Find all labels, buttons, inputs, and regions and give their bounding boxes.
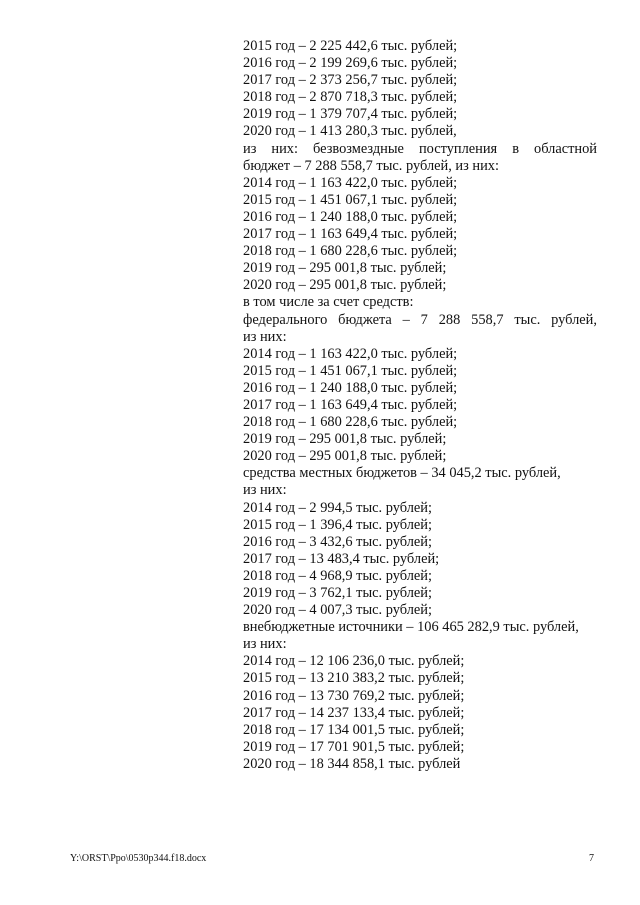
text-line: из них: безвозмездные поступления в областной	[243, 140, 597, 157]
text-line: 2020 год – 4 007,3 тыс. рублей;	[243, 602, 432, 619]
funding-text-block	[243, 38, 597, 773]
text-line: 2018 год – 1 680 228,6 тыс. рублей;	[243, 243, 458, 260]
text-line: 2015 год – 1 396,4 тыс. рублей;	[243, 516, 432, 533]
text-line: 2018 год – 2 870 718,3 тыс. рублей;	[243, 89, 458, 106]
text-line: 2015 год – 1 451 067,1 тыс. рублей;	[243, 362, 458, 379]
text-line: внебюджетные источники – 106 465 282,9 тыс. рублей,	[243, 619, 579, 636]
page-number: 7	[589, 853, 594, 864]
text-line: 2019 год – 17 701 901,5 тыс. рублей;	[243, 738, 465, 755]
text-line: 2017 год – 1 163 649,4 тыс. рублей;	[243, 396, 458, 413]
text-line: 2017 год – 14 237 133,4 тыс. рублей;	[243, 704, 465, 721]
text-line: 2017 год – 13 483,4 тыс. рублей;	[243, 550, 440, 567]
text-line: 2018 год – 17 134 001,5 тыс. рублей;	[243, 721, 465, 738]
text-line: 2014 год – 12 106 236,0 тыс. рублей;	[243, 653, 465, 670]
text-line: из них:	[243, 482, 287, 499]
text-line: из них:	[243, 636, 287, 653]
text-line: 2020 год – 295 001,8 тыс. рублей;	[243, 277, 447, 294]
text-line: 2020 год – 295 001,8 тыс. рублей;	[243, 448, 447, 465]
footer-file-path: Y:\ORST\Ppo\0530p344.f18.docx	[70, 853, 207, 864]
text-line: средства местных бюджетов – 34 045,2 тыс. рублей,	[243, 465, 561, 482]
text-line: 2016 год – 1 240 188,0 тыс. рублей;	[243, 379, 458, 396]
text-line: 2014 год – 1 163 422,0 тыс. рублей;	[243, 345, 458, 362]
text-line: 2018 год – 4 968,9 тыс. рублей;	[243, 567, 432, 584]
text-line: бюджет – 7 288 558,7 тыс. рублей, из них:	[243, 157, 499, 174]
text-line: 2017 год – 2 373 256,7 тыс. рублей;	[243, 72, 458, 89]
text-line: 2016 год – 3 432,6 тыс. рублей;	[243, 533, 432, 550]
text-line: 2019 год – 295 001,8 тыс. рублей;	[243, 260, 447, 277]
text-line: 2019 год – 1 379 707,4 тыс. рублей;	[243, 106, 458, 123]
text-line: 2015 год – 13 210 383,2 тыс. рублей;	[243, 670, 465, 687]
text-line: 2018 год – 1 680 228,6 тыс. рублей;	[243, 414, 458, 431]
text-line: 2015 год – 2 225 442,6 тыс. рублей;	[243, 38, 458, 54]
text-line: федерального бюджета – 7 288 558,7 тыс. рублей,	[243, 311, 597, 328]
text-line: 2014 год – 1 163 422,0 тыс. рублей;	[243, 174, 458, 191]
text-line: 2020 год – 18 344 858,1 тыс. рублей	[243, 755, 461, 772]
text-line: из них:	[243, 328, 287, 345]
text-line: 2015 год – 1 451 067,1 тыс. рублей;	[243, 191, 458, 208]
text-line: 2020 год – 1 413 280,3 тыс. рублей,	[243, 123, 457, 140]
text-line: 2016 год – 1 240 188,0 тыс. рублей;	[243, 208, 458, 225]
text-line: 2019 год – 3 762,1 тыс. рублей;	[243, 585, 432, 601]
text-line: 2017 год – 1 163 649,4 тыс. рублей;	[243, 226, 458, 243]
text-line: 2016 год – 13 730 769,2 тыс. рублей;	[243, 687, 465, 704]
text-line: 2014 год – 2 994,5 тыс. рублей;	[243, 499, 432, 516]
text-line: в том числе за счет средств:	[243, 294, 414, 311]
text-line: 2016 год – 2 199 269,6 тыс. рублей;	[243, 55, 458, 72]
text-line: 2019 год – 295 001,8 тыс. рублей;	[243, 431, 447, 448]
